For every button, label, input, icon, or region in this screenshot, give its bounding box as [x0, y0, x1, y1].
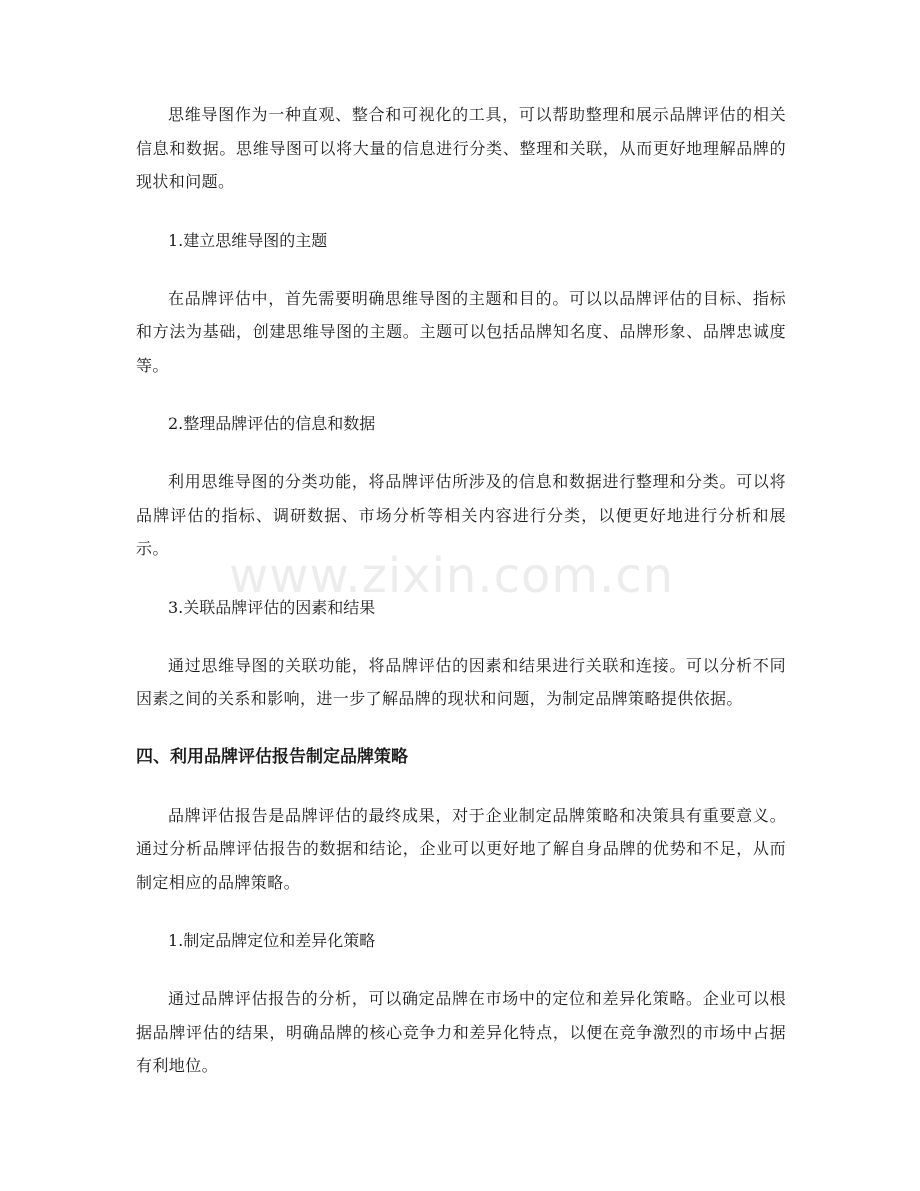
paragraph-2: 利用思维导图的分类功能，将品牌评估所涉及的信息和数据进行整理和分类。可以将品牌评估的指标、调研数据、市场分析等相关内容进行分类，以便更好地进行分析和展示。 [136, 472, 786, 558]
intro-paragraph: 思维导图作为一种直观、整合和可视化的工具，可以帮助整理和展示品牌评估的相关信息和数据。思维导图可以将大量的信息进行分类、整理和关联，从而更好地理解品牌的现状和问题。 [136, 105, 786, 191]
section-paragraph-1: 通过品牌评估报告的分析，可以确定品牌在市场中的定位和差异化策略。企业可以根据品牌评估的结果，明确品牌的核心竞争力和差异化特点，以便在竞争激烈的市场中占据有利地位。 [136, 989, 786, 1075]
section-intro-paragraph: 品牌评估报告是品牌评估的最终成果，对于企业制定品牌策略和决策具有重要意义。通过分析品牌评估报告的数据和结论，企业可以更好地了解自身品牌的优势和不足，从而制定相应的品牌策略。 [136, 805, 786, 892]
subheading-1: 1.建立思维导图的主题 [168, 230, 328, 250]
document-body [136, 98, 786, 1108]
subheading-2: 2.整理品牌评估的信息和数据 [168, 414, 376, 433]
paragraph-3: 通过思维导图的关联功能，将品牌评估的因素和结果进行关联和连接。可以分析不同因素之间的关系和影响，进一步了解品牌的现状和问题，为制定品牌策略提供依据。 [136, 655, 786, 708]
section-title: 四、利用品牌评估报告制定品牌策略 [136, 746, 408, 767]
watermark: www.zixin.com.cn [229, 548, 675, 604]
subheading-3: 3.关联品牌评估的因素和结果 [168, 597, 376, 617]
section-subheading-1: 1.制定品牌定位和差异化策略 [168, 931, 376, 950]
paragraph-1: 在品牌评估中，首先需要明确思维导图的主题和目的。可以以品牌评估的目标、指标和方法为基础，创建思维导图的主题。主题可以包括品牌知名度、品牌形象、品牌忠诚度等。 [136, 288, 786, 375]
